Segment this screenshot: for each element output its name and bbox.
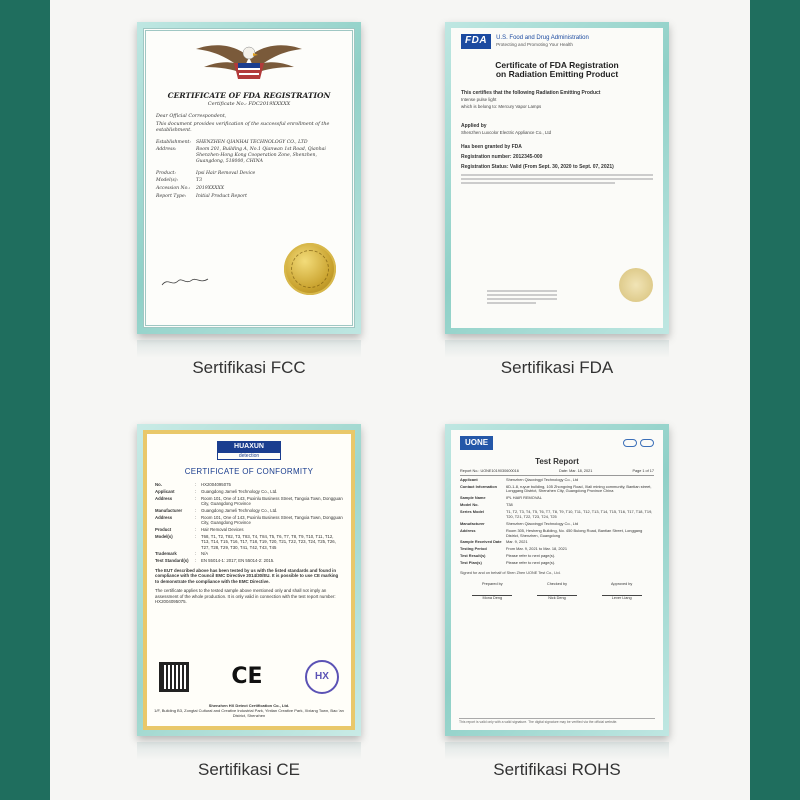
- signature-row: [460, 582, 654, 601]
- field-row: [155, 527, 343, 532]
- field-value: Shenzhen Qiaoxingyi Technology Co., Ltd: [506, 476, 579, 482]
- accession-row: [156, 186, 342, 192]
- footer-company: Shenzhen HX Detect Certification Co., Ltd.: [208, 703, 290, 708]
- field-row: [155, 534, 343, 550]
- field-row: [155, 551, 343, 556]
- field-label: Test Plan(s): [460, 560, 482, 566]
- field-label: Trademark: [155, 551, 177, 557]
- ce-certificate-document: [143, 430, 355, 730]
- applicant-text: Shenzhen Luxcolor Electric Appliance Co., Ltd: [461, 130, 552, 136]
- certificate-title: CERTIFICATE OF FDA REGISTRATION: [167, 91, 331, 100]
- title-line-2: on Radiation Emitting Product: [495, 69, 619, 80]
- statement-text: This document provides verification of the successful enrollment of the establishment.: [156, 121, 330, 133]
- field-separator: :: [195, 533, 197, 539]
- registration-number: Registration number: 2012345-000: [461, 153, 543, 160]
- accreditation-logo-icon: [640, 439, 654, 447]
- field-value: Ipsi Hair Removal Device: [196, 170, 256, 176]
- field-row: [460, 510, 654, 520]
- report-fields: [460, 478, 654, 566]
- report-title: Test Report: [535, 457, 579, 466]
- field-label: Contact Information: [460, 483, 497, 489]
- certificate-footer: [147, 703, 351, 718]
- signature-label: Approved by: [610, 581, 633, 586]
- field-value: Initial Product Report: [196, 193, 247, 199]
- field-separator: :: [195, 488, 197, 494]
- card-caption: Sertifikasi ROHS: [493, 760, 621, 779]
- field-label: No.: [155, 482, 162, 487]
- field-label: Accession No.:: [156, 185, 191, 191]
- certificate-frame: [445, 424, 669, 736]
- establishment-row: [156, 140, 342, 146]
- field-row: [155, 515, 343, 526]
- field-row: [155, 508, 343, 513]
- huaxun-logo: [217, 441, 281, 460]
- ce-mark: CE: [231, 664, 263, 690]
- field-label: Model(s): [155, 533, 173, 539]
- fda-org-tagline: Protecting and Promoting Your Health: [496, 42, 573, 48]
- field-value: HX2004095075: [201, 482, 231, 487]
- field-separator: :: [195, 558, 197, 564]
- footer-address: 1/F, Building B3, Zongtai Cultural and Creative Industrial Park, Yintian Creative Park, Xixiang Town, Bao 'an District, Shenzhen: [154, 708, 344, 718]
- field-value: Mar. 9, 2021: [506, 539, 528, 545]
- address-row: [156, 147, 342, 164]
- certificate-number: Certificate No.: FDC2019XXXXX: [207, 101, 291, 108]
- card-reflection: [445, 742, 669, 760]
- field-row: [460, 485, 654, 495]
- uone-logo: UONE: [460, 436, 493, 450]
- fda-logo: FDA: [461, 34, 491, 49]
- field-value: Room 101, One of 143, Puxinlu Business Street, Tangxia Town, Dongguan City, Guangdong Province: [201, 495, 343, 507]
- field-label: Applicant: [155, 488, 175, 494]
- card-caption: Sertifikasi FDA: [500, 358, 614, 377]
- field-value: Please refer to next page(s).: [506, 553, 556, 559]
- signature-label: Prepared by: [481, 581, 503, 586]
- field-value: T68, T1, T2, T82, T3, T83, T4, T84, T5, T6, T7, T8, T9, T10, T11, T12, T13, T14, T15, T16, T17, T18, T19, T20, T21, T22, T23, T24, T25, T26, T27, T28, T29, T30, T41, T42, T43, T45: [201, 533, 336, 550]
- field-label: Series Model: [460, 509, 485, 515]
- signature-line: [602, 586, 642, 596]
- field-label: Product:: [156, 170, 176, 176]
- signature-name: Lever Liang: [611, 596, 632, 601]
- field-separator: :: [195, 514, 197, 520]
- intro-text: This certifies that the following Radiation Emitting Product: [461, 90, 601, 97]
- field-label: Test Standard(s): [155, 558, 189, 564]
- field-row: [155, 496, 343, 507]
- field-value: T38: [506, 502, 513, 508]
- signature-name: Nick Deng: [548, 596, 566, 601]
- field-label: Address:: [156, 147, 177, 153]
- field-separator: :: [195, 527, 197, 533]
- card-caption: Sertifikasi FCC: [192, 358, 306, 377]
- field-row: [460, 478, 654, 483]
- field-value: N/A: [201, 551, 209, 557]
- report-footer: This report is valid only with a valid signature. The digital signature may be verified via the official website.: [459, 718, 655, 724]
- fcc-certificate-document: [143, 28, 355, 328]
- field-label: Model No.: [460, 502, 479, 508]
- field-value: Room 305, Hesheng Building, No. 450 Bulong Road, Bantian Street, Longgang District, Shenzhen, Guangdong: [506, 527, 643, 538]
- registration-status: Registration Status: Valid (From Sept. 30, 2020 to Sept. 07, 2021): [461, 164, 614, 171]
- signed-text: Signed for and on behalf of Shen Zhen UONE Test Co., Ltd.: [460, 570, 561, 575]
- field-separator: :: [195, 482, 197, 487]
- signature-approved: [602, 582, 642, 601]
- validity-paragraph: The certificate applies to the tested sample above mentioned only and shall not imply an assessment of the whole production. It is only valid in connection with the test report number: HX2004095075.: [155, 588, 336, 605]
- field-value: 2019XXXXX: [196, 185, 225, 191]
- report-meta: [460, 469, 654, 476]
- field-row: [460, 561, 654, 566]
- signature-icon: [160, 275, 210, 289]
- field-label: Report Type:: [156, 193, 187, 199]
- card-reflection: [445, 340, 669, 358]
- field-value: SHENZHEN QIANHAI TECHNOLOGY CO., LTD: [196, 139, 308, 145]
- field-label: Establishment:: [156, 139, 191, 145]
- field-value: Please refer to next page(s).: [506, 560, 556, 566]
- fda-header: [461, 34, 653, 49]
- field-label: Model(s):: [156, 178, 179, 184]
- field-label: Address: [155, 495, 173, 501]
- report-number: Report No.: UONE1019030600016: [460, 469, 519, 473]
- field-label: Product: [155, 527, 172, 533]
- accreditation-logos: [623, 439, 654, 447]
- field-row: [460, 496, 654, 501]
- field-label: Testing Period: [460, 546, 487, 552]
- gold-seal-icon: [284, 243, 336, 295]
- signature-line: [472, 586, 512, 596]
- certificate-fields: [155, 482, 343, 564]
- field-row: [460, 529, 654, 539]
- certification-marks: [159, 660, 339, 694]
- field-row: [460, 522, 654, 527]
- left-border-strip: [0, 0, 50, 800]
- field-value: 6D-1-8, ruyue building, 105 Zhongxing Road, Xiali mining community, Bantian street, Longgang District, Shenzhen City, Guangdong Province China: [506, 483, 652, 494]
- field-value: Shenzhen Qiaoxingyi Technology Co., Ltd: [506, 520, 579, 526]
- field-label: Address: [460, 527, 476, 533]
- title-line-1: Certificate of FDA Registration: [495, 59, 619, 70]
- hx-stamp: HX: [305, 660, 339, 694]
- card-reflection: [137, 742, 361, 760]
- logo-bottom-text: detection: [238, 452, 260, 459]
- signature-checked: [537, 582, 577, 601]
- product-row: [156, 171, 342, 177]
- field-row: [155, 558, 343, 563]
- compliance-paragraph: The EUT described above has been tested by us with the listed standards and found in compliance with the Council EMC Directive 2014/30/EU. It is possible to use CE marking to demonstrate the compliance with the EMC Directive.: [155, 567, 339, 584]
- field-label: Manufacturer: [460, 520, 485, 526]
- certificate-frame: [137, 424, 361, 736]
- fine-print-block: [461, 174, 653, 184]
- field-row: [155, 489, 343, 494]
- card-reflection: [137, 340, 361, 358]
- field-label: Manufacturer: [155, 507, 183, 513]
- report-type-row: [156, 194, 342, 200]
- fda-seal-icon: [619, 268, 653, 302]
- report-page: Page 1 of 17: [632, 469, 654, 473]
- belong-text: which is belong to: Mercury Vapor Lamps: [461, 103, 542, 109]
- certificate-title: CERTIFICATE OF CONFORMITY: [184, 467, 314, 476]
- granted-text: Has been granted by FDA: [461, 143, 522, 150]
- applied-by-label: Applied by: [461, 122, 487, 129]
- field-row: [460, 540, 654, 545]
- card-caption: Sertifikasi CE: [197, 760, 301, 779]
- field-separator: :: [195, 507, 197, 513]
- field-separator: :: [195, 495, 197, 501]
- model-list-text: [461, 111, 653, 117]
- certificate-frame: [445, 22, 669, 334]
- fda-org-name: U.S. Food and Drug Administration: [496, 34, 589, 41]
- field-label: Sample Received Date: [460, 539, 502, 545]
- field-label: Sample Name: [460, 495, 486, 501]
- field-row: [460, 503, 654, 508]
- field-value: T1, T2, T3, T4, T5, T6, T7, T8, T9, T10, T11, T12, T13, T14, T15, T16, T17, T18, T19, T20, T21, T22, T23, T24, T25: [506, 509, 653, 519]
- logo-top-text: HUAXUN: [218, 442, 280, 453]
- model-row: [156, 178, 342, 184]
- fda-certificate-document: [451, 28, 663, 328]
- field-row: [155, 482, 343, 487]
- field-label: Test Result(s): [460, 553, 486, 559]
- accreditation-logo-icon: [623, 439, 637, 447]
- field-value: Guangdong Jameli Technology Co., Ltd.: [201, 507, 278, 513]
- signature-block: [487, 288, 557, 304]
- rohs-test-report-document: [451, 430, 663, 730]
- field-value: T3: [196, 178, 202, 184]
- field-label: Applicant: [460, 476, 478, 482]
- field-label: Address: [155, 514, 173, 520]
- field-separator: :: [195, 551, 197, 557]
- field-row: [460, 554, 654, 559]
- right-border-strip: [750, 0, 800, 800]
- product-text: Intense pulse light: [461, 97, 497, 103]
- field-value: Room 101, One of 143, Puxinlu Business Street, Tangxia Town, Dongguan City, Guangdong Province: [201, 514, 343, 526]
- report-header: [460, 436, 654, 450]
- field-value: From Mar. 9, 2021 to Mar. 18, 2021: [506, 546, 567, 552]
- certificate-frame: [137, 22, 361, 334]
- signature-prepared: [472, 582, 512, 601]
- field-value: IPL HAIR REMOVAL: [506, 495, 542, 501]
- field-value: Guangdong Jameli Technology Co., Ltd.: [201, 488, 278, 494]
- report-date: Date: Mar. 18, 2021: [559, 469, 593, 473]
- field-value: Room 201, Building A, No.1 Qianwan 1st Road, Qianhai Shenzhen-Hong Kong Cooperation Zone, Shenzhen, Guangdong, 518000, CHINA: [196, 147, 326, 164]
- qr-code-icon: [159, 662, 189, 692]
- greeting-text: Dear Official Correspondent,: [156, 113, 227, 119]
- certificate-title: [461, 61, 653, 81]
- eagle-emblem-icon: [194, 39, 304, 87]
- field-value: EN 55014-1: 2017; EN 55014-2: 2015.: [201, 558, 275, 564]
- field-value: Hair Removal Devices: [201, 527, 244, 533]
- field-row: [460, 547, 654, 552]
- signature-label: Checked by: [546, 581, 568, 586]
- signature-line: [537, 586, 577, 596]
- signature-name: Mona Deng: [482, 596, 503, 601]
